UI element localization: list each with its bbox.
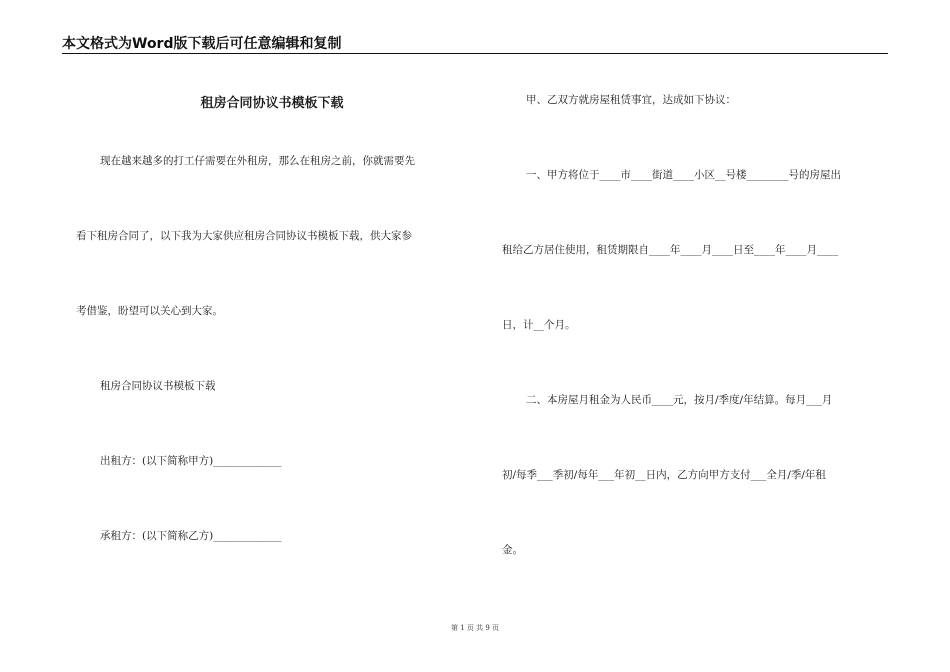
clause-1-line-3: 日，计__个月。 [502,319,576,331]
clause-2-line-2: 初/每季___季初/每年___年初__日内，乙方向甲方支付___全月/季/年租 [502,469,826,481]
page-header: 本文格式为Word版下载后可任意编辑和复制 [62,36,342,52]
intro-line-3: 考借鉴，盼望可以关心到大家。 [76,305,223,317]
lessor-line: 出租方：(以下简称甲方)_____________ [100,455,282,467]
header-rule [62,53,888,54]
clause-1-line-1: 一、甲方将位于____市____街道____小区__号楼________号的房屋出 [526,169,841,181]
document-title: 租房合同协议书模板下载 [200,96,344,111]
agreement-intro: 甲、乙双方就房屋租赁事宜，达成如下协议： [526,94,736,106]
intro-line-2: 看下租房合同了，以下我为大家供应租房合同协议书模板下载，供大家参 [76,230,412,242]
clause-2-line-1: 二、本房屋月租金为人民币____元，按月/季度/年结算。每月___月 [526,394,833,406]
page-number-footer: 第 1 页 共 9 页 [450,624,500,632]
clause-2-line-3: 金。 [502,544,523,556]
intro-line-1: 现在越来越多的打工仔需要在外租房，那么在租房之前，你就需要先 [100,155,415,167]
clause-1-line-2: 租给乙方居住使用，租赁期限自____年____月____日至____年____月____ [502,244,838,256]
lessee-line: 承租方：(以下简称乙方)_____________ [100,530,282,542]
section-subtitle: 租房合同协议书模板下载 [100,380,216,392]
